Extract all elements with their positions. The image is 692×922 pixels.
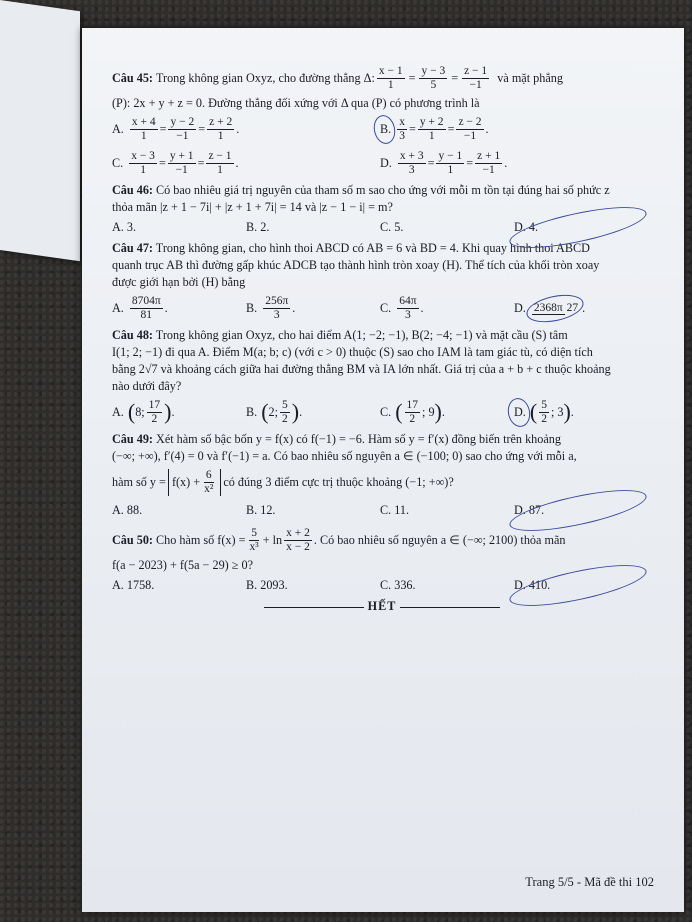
question-text: (−∞; +∞), f′(4) = 0 và f′(−1) = a. Có bao nhiêu số nguyên a ∈ (−100; 0) sao cho ứng với mỗi a, bbox=[112, 449, 577, 463]
question-49 bbox=[112, 431, 652, 521]
option-b[interactable]: B. x 3 = y + 2 1 = z − 2 −1 . bbox=[380, 115, 489, 142]
end-marker: HẾT bbox=[112, 598, 652, 615]
option-c[interactable]: C. 5. bbox=[380, 219, 404, 234]
question-number: Câu 45: bbox=[112, 70, 153, 85]
question-text: Có bao nhiêu giá trị nguyên của tham số m sao cho ứng với mỗi m tồn tại đúng hai số phức z bbox=[156, 183, 610, 197]
fraction: $\frac{y - 3}{5}$ bbox=[421, 64, 446, 91]
option-c[interactable]: C. 336. bbox=[380, 577, 416, 592]
option-d[interactable]: D. 410. bbox=[514, 577, 644, 594]
previous-page-edge bbox=[0, 0, 80, 261]
question-number: Câu 48: bbox=[112, 328, 153, 342]
question-text: được giới hạn bởi (H) bằng bbox=[112, 275, 246, 289]
question-48 bbox=[112, 327, 652, 429]
question-text: Xét hàm số bậc bốn y = f(x) có f(−1) = −6. Hàm số y = f′(x) đồng biến trên khoảng bbox=[156, 432, 561, 446]
option-d[interactable]: D. x + 3 3 = y − 1 1 = z + 1 −1 . bbox=[380, 149, 508, 176]
question-text: Trong không gian, cho hình thoi ABCD có AB = 6 và BD = 4. Khi quay hình thoi ABCD bbox=[155, 241, 590, 255]
fraction: $\frac{x - 1}{1}$ bbox=[378, 64, 403, 91]
question-45: Câu 45: Trong không gian Oxyz, cho đường thẳng Δ: $\frac{x - 1}{1}$ = $\frac{y - 3}{5}$ = $\frac{z - 1}{-1}$ và mặt phẳng (P): 2x + y + z = 0. Đường thẳng đối xứng với Δ qua (P) có phương trình là A. x + 4 1 = y − 2 −1 = z + 2 1 . B. x 3 = y + 2 1 = z − 2 −1 . C. x − 3 1 = y + 1 −1 = z − 1 1 . D. x + 3 3 = y − 1 1 = z + 1 −1 . bbox=[112, 61, 652, 180]
question-47 bbox=[112, 240, 652, 325]
option-c[interactable]: C. 64π 3 . bbox=[380, 294, 424, 321]
question-text: nào dưới đây? bbox=[112, 379, 182, 393]
option-a[interactable]: A. 88. bbox=[112, 502, 143, 517]
option-a[interactable]: A. x + 4 1 = y − 2 −1 = z + 2 1 . bbox=[112, 115, 240, 142]
question-number: Câu 49: bbox=[112, 432, 153, 446]
question-number: Câu 50: bbox=[112, 532, 153, 547]
question-text: Cho hàm số f(x) = bbox=[156, 532, 246, 547]
question-text: Trong không gian Oxyz, cho hai điểm A(1; −2; −1), B(2; −4; −1) và mặt cầu (S) tâm bbox=[155, 328, 568, 342]
question-text: và mặt phẳng bbox=[497, 70, 563, 85]
option-d[interactable]: D. 2368π 27 . bbox=[514, 300, 586, 315]
option-d[interactable]: D. 87. bbox=[514, 502, 644, 519]
exam-page bbox=[82, 28, 684, 912]
option-a[interactable]: A. ( 8; 17 2 ) . bbox=[112, 398, 175, 425]
option-a[interactable]: A. 8704π 81 . bbox=[112, 294, 168, 321]
question-text: I(1; 2; −1) đi qua A. Điểm M(a; b; c) (với c > 0) thuộc (S) sao cho IAM là tam giác tù, có diện tích bbox=[112, 345, 593, 359]
question-number: Câu 47: bbox=[112, 241, 153, 255]
answer-mark: B. bbox=[380, 121, 392, 136]
page-footer: Trang 5/5 - Mã đề thi 102 bbox=[525, 875, 654, 889]
option-b[interactable]: B. 12. bbox=[246, 502, 276, 517]
question-46 bbox=[112, 182, 652, 238]
option-d[interactable]: D. ( 5 2 ; 3 ) . bbox=[514, 398, 574, 425]
question-text: (P): 2x + y + z = 0. Đường thẳng đối xứng với Δ qua (P) có phương trình là bbox=[112, 96, 480, 110]
question-text: bằng 2√7 và khoảng cách giữa hai đường thẳng BM và IA lớn nhất. Giá trị của a + b + c thuộc khoảng bbox=[112, 362, 611, 376]
option-b[interactable]: B. ( 2; 5 2 ) . bbox=[246, 398, 303, 425]
option-b[interactable]: B. 2093. bbox=[246, 577, 288, 592]
fraction: $\frac{z - 1}{-1}$ bbox=[464, 64, 488, 91]
question-text: thỏa mãn |z + 1 − 7i| + |z + 1 + 7i| = 14 và |z − 1 − i| = m? bbox=[112, 200, 393, 214]
question-number: Câu 46: bbox=[112, 183, 153, 197]
question-text: có đúng 3 điểm cực trị thuộc khoảng (−1; +∞)? bbox=[223, 474, 454, 489]
option-c[interactable]: C. ( 17 2 ; 9 ) . bbox=[380, 398, 445, 425]
answer-mark: D. bbox=[514, 404, 526, 419]
option-a[interactable]: A. 3. bbox=[112, 219, 137, 234]
question-text: hàm số y = bbox=[112, 474, 166, 489]
absolute-value: f(x) + $\frac{6}{\text{x²}}$ bbox=[168, 469, 221, 496]
question-text: f(a − 2023) + f(5a − 29) ≥ 0? bbox=[112, 558, 254, 572]
option-a[interactable]: A. 1758. bbox=[112, 577, 155, 592]
answer-mark: 2368π 27 bbox=[533, 301, 579, 314]
exam-content bbox=[112, 61, 652, 615]
option-c[interactable]: C. 11. bbox=[380, 502, 410, 517]
option-d[interactable]: D. 4. bbox=[514, 219, 644, 236]
option-b[interactable]: B. 256π 3 . bbox=[246, 294, 296, 321]
question-text: Trong không gian Oxyz, cho đường thẳng Δ: bbox=[156, 70, 375, 85]
question-text: . Có bao nhiêu số nguyên a ∈ (−∞; 2100) thỏa mãn bbox=[313, 532, 566, 547]
question-text: + ln bbox=[262, 532, 283, 547]
question-text: quanh trục AB thì đường gấp khúc ADCB tạo thành hình tròn xoay (H). Thể tích của khối tròn xoay bbox=[112, 258, 600, 272]
question-50: Câu 50: Cho hàm số f(x) = $\frac{5}{\text{x³}}$ + ln x + 2 x − 2 . Có bao nhiêu số nguyên a ∈ (−∞; 2100) thỏa mãn f(a − 2023) + f(5a − 29) ≥ 0? A. 1758. B. 2093. C. 336. D. 410. bbox=[112, 523, 652, 596]
option-c[interactable]: C. x − 3 1 = y + 1 −1 = z − 1 1 . bbox=[112, 149, 239, 176]
option-b[interactable]: B. 2. bbox=[246, 219, 270, 234]
